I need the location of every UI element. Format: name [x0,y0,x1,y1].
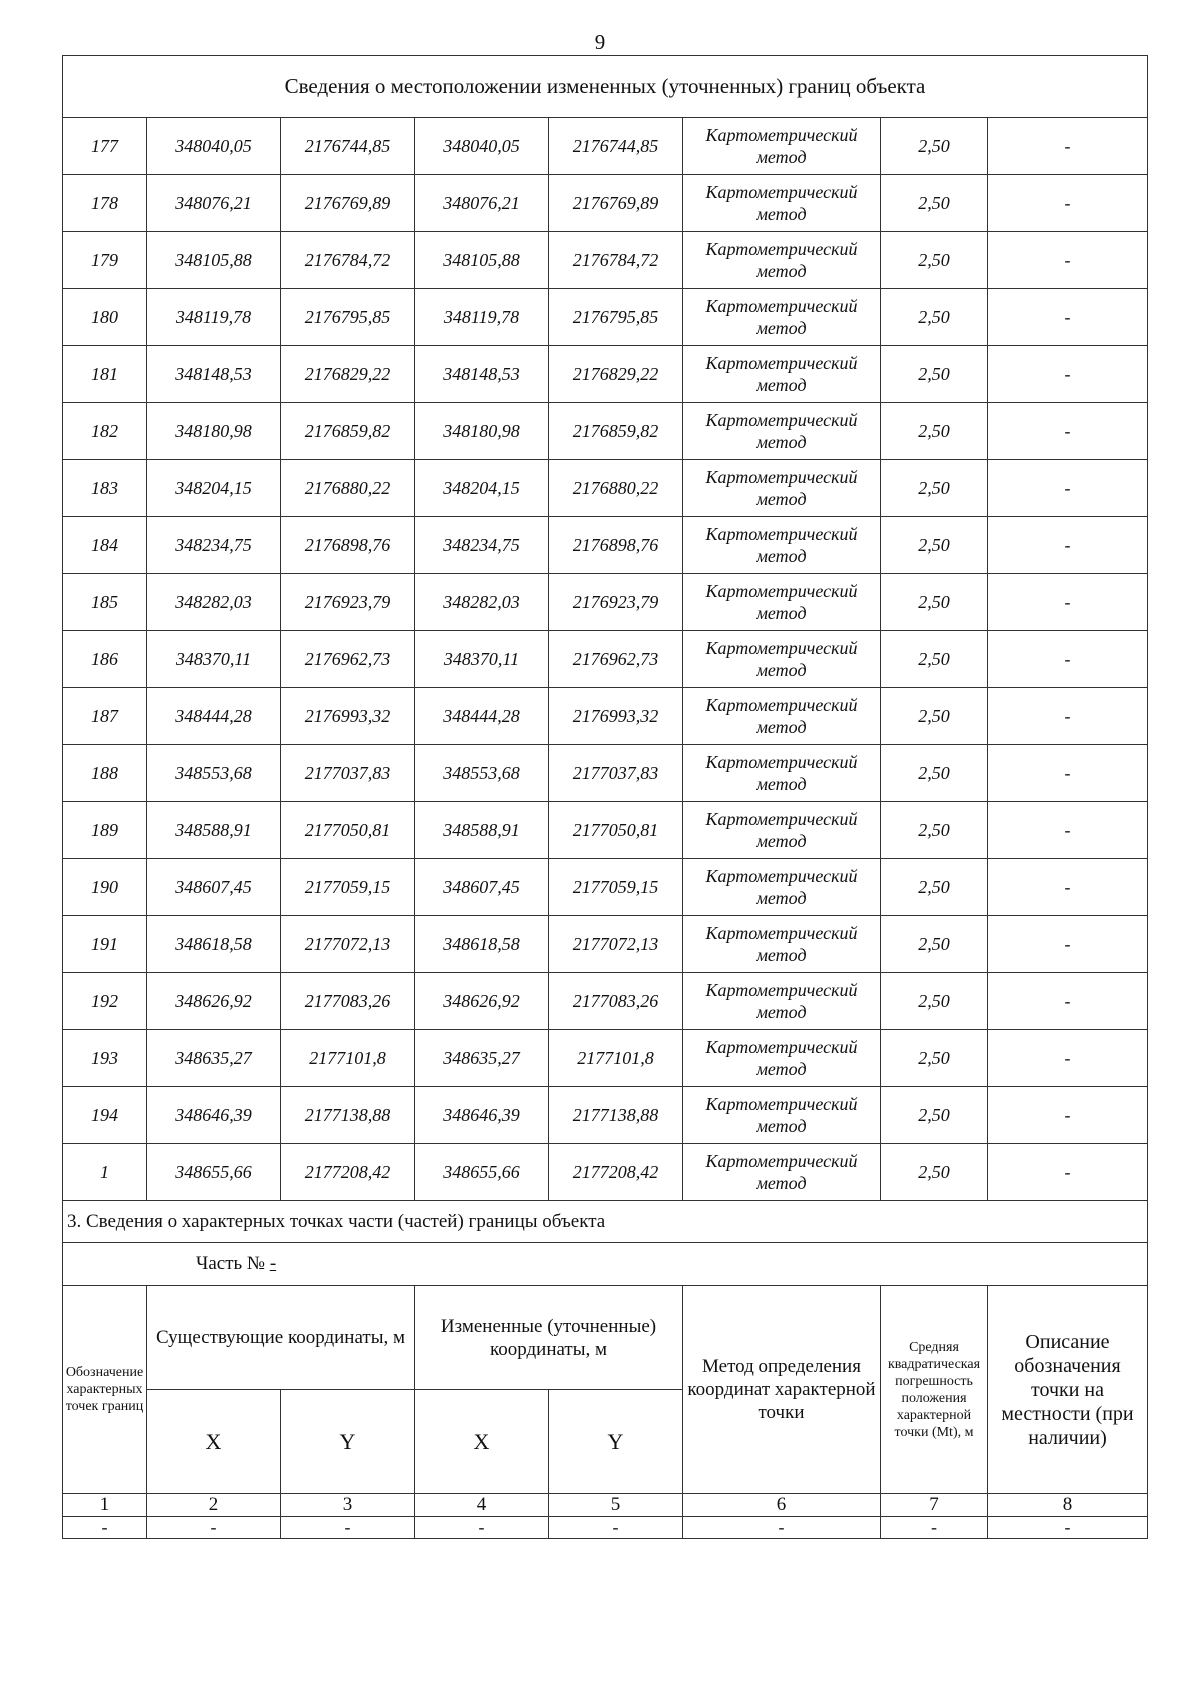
description-cell: - [988,1087,1148,1144]
x-changed-cell: 348282,03 [415,574,549,631]
description-cell: - [988,745,1148,802]
empty-cell: - [415,1517,549,1539]
boundary-table [62,55,1148,1539]
x-changed-cell: 348626,92 [415,973,549,1030]
table-row [63,745,1148,802]
point-number-cell: 183 [63,460,147,517]
y-existing-cell: 2177101,8 [281,1030,415,1087]
y-existing-cell: 2176962,73 [281,631,415,688]
mean-error-cell: 2,50 [881,688,988,745]
point-number-cell: 1 [63,1144,147,1201]
point-number-cell: 178 [63,175,147,232]
table-row [63,460,1148,517]
x-changed-cell: 348148,53 [415,346,549,403]
description-cell: - [988,1144,1148,1201]
header-changed-coords: Измененные (уточненные) координаты, м [415,1286,683,1390]
point-number-cell: 186 [63,631,147,688]
description-cell: - [988,403,1148,460]
header-y-existing: Y [281,1390,415,1494]
empty-cell: - [281,1517,415,1539]
mean-error-cell: 2,50 [881,973,988,1030]
mean-error-cell: 2,50 [881,232,988,289]
x-existing-cell: 348607,45 [147,859,281,916]
description-cell: - [988,346,1148,403]
empty-cell: - [549,1517,683,1539]
y-existing-cell: 2176744,85 [281,118,415,175]
point-number-cell: 189 [63,802,147,859]
y-existing-cell: 2176880,22 [281,460,415,517]
y-changed-cell: 2177138,88 [549,1087,683,1144]
method-cell: Картометрический метод [683,745,881,802]
description-cell: - [988,859,1148,916]
y-existing-cell: 2177208,42 [281,1144,415,1201]
point-number-cell: 193 [63,1030,147,1087]
column-number: 6 [683,1494,881,1517]
y-changed-cell: 2177101,8 [549,1030,683,1087]
description-cell: - [988,232,1148,289]
y-changed-cell: 2177037,83 [549,745,683,802]
x-existing-cell: 348444,28 [147,688,281,745]
method-cell: Картометрический метод [683,688,881,745]
x-existing-cell: 348370,11 [147,631,281,688]
empty-data-row [63,1517,1148,1539]
mean-error-cell: 2,50 [881,460,988,517]
column-number: 3 [281,1494,415,1517]
x-changed-cell: 348553,68 [415,745,549,802]
x-changed-cell: 348655,66 [415,1144,549,1201]
mean-error-cell: 2,50 [881,517,988,574]
y-changed-cell: 2176880,22 [549,460,683,517]
y-changed-cell: 2176795,85 [549,289,683,346]
method-cell: Картометрический метод [683,574,881,631]
description-cell: - [988,460,1148,517]
x-changed-cell: 348119,78 [415,289,549,346]
x-changed-cell: 348444,28 [415,688,549,745]
x-existing-cell: 348618,58 [147,916,281,973]
description-cell: - [988,175,1148,232]
y-changed-cell: 2176769,89 [549,175,683,232]
x-existing-cell: 348646,39 [147,1087,281,1144]
table-row [63,403,1148,460]
mean-error-cell: 2,50 [881,1030,988,1087]
description-cell: - [988,289,1148,346]
column-number: 7 [881,1494,988,1517]
point-number-cell: 191 [63,916,147,973]
y-existing-cell: 2176898,76 [281,517,415,574]
table-row [63,916,1148,973]
description-cell: - [988,973,1148,1030]
empty-cell: - [988,1517,1148,1539]
header-points: Обозначение характерных точек границ [63,1286,147,1494]
x-changed-cell: 348234,75 [415,517,549,574]
description-cell: - [988,118,1148,175]
point-number-cell: 188 [63,745,147,802]
part-line [63,1243,1148,1286]
section-3-title: 3. Сведения о характерных точках части (частей) границы объекта [63,1201,1148,1243]
header-method: Метод определения координат характерной точки [683,1286,881,1494]
empty-cell: - [881,1517,988,1539]
x-existing-cell: 348119,78 [147,289,281,346]
mean-error-cell: 2,50 [881,1087,988,1144]
x-existing-cell: 348105,88 [147,232,281,289]
y-existing-cell: 2177050,81 [281,802,415,859]
empty-cell: - [147,1517,281,1539]
part-number: - [269,1253,277,1274]
method-cell: Картометрический метод [683,403,881,460]
x-changed-cell: 348618,58 [415,916,549,973]
x-existing-cell: 348234,75 [147,517,281,574]
method-cell: Картометрический метод [683,973,881,1030]
table-row [63,118,1148,175]
y-existing-cell: 2176859,82 [281,403,415,460]
y-existing-cell: 2177037,83 [281,745,415,802]
table-title: Сведения о местоположении измененных (уточненных) границ объекта [63,56,1148,118]
point-number-cell: 192 [63,973,147,1030]
table-row [63,574,1148,631]
description-cell: - [988,1030,1148,1087]
point-number-cell: 182 [63,403,147,460]
y-changed-cell: 2176898,76 [549,517,683,574]
x-changed-cell: 348180,98 [415,403,549,460]
x-changed-cell: 348607,45 [415,859,549,916]
method-cell: Картометрический метод [683,631,881,688]
mean-error-cell: 2,50 [881,346,988,403]
mean-error-cell: 2,50 [881,745,988,802]
table-row [63,289,1148,346]
point-number-cell: 179 [63,232,147,289]
method-cell: Картометрический метод [683,289,881,346]
table-row [63,973,1148,1030]
point-number-cell: 181 [63,346,147,403]
table-row [63,631,1148,688]
x-changed-cell: 348646,39 [415,1087,549,1144]
method-cell: Картометрический метод [683,916,881,973]
mean-error-cell: 2,50 [881,118,988,175]
column-number: 4 [415,1494,549,1517]
y-changed-cell: 2177050,81 [549,802,683,859]
table-row [63,232,1148,289]
table-row [63,517,1148,574]
empty-cell: - [683,1517,881,1539]
description-cell: - [988,517,1148,574]
method-cell: Картометрический метод [683,1030,881,1087]
mean-error-cell: 2,50 [881,1144,988,1201]
table-row [63,1144,1148,1201]
x-changed-cell: 348105,88 [415,232,549,289]
x-changed-cell: 348204,15 [415,460,549,517]
y-changed-cell: 2176744,85 [549,118,683,175]
method-cell: Картометрический метод [683,802,881,859]
mean-error-cell: 2,50 [881,859,988,916]
point-number-cell: 190 [63,859,147,916]
description-cell: - [988,688,1148,745]
table-row [63,802,1148,859]
y-changed-cell: 2177059,15 [549,859,683,916]
table-row [63,859,1148,916]
description-cell: - [988,631,1148,688]
header-y-changed: Y [549,1390,683,1494]
description-cell: - [988,802,1148,859]
x-existing-cell: 348148,53 [147,346,281,403]
x-existing-cell: 348040,05 [147,118,281,175]
column-number: 5 [549,1494,683,1517]
x-existing-cell: 348180,98 [147,403,281,460]
y-existing-cell: 2176829,22 [281,346,415,403]
y-existing-cell: 2177059,15 [281,859,415,916]
page-number: 9 [594,30,606,54]
x-existing-cell: 348588,91 [147,802,281,859]
x-changed-cell: 348076,21 [415,175,549,232]
y-changed-cell: 2176923,79 [549,574,683,631]
y-existing-cell: 2176784,72 [281,232,415,289]
mean-error-cell: 2,50 [881,289,988,346]
header-x-changed: X [415,1390,549,1494]
mean-error-cell: 2,50 [881,403,988,460]
y-changed-cell: 2176962,73 [549,631,683,688]
y-changed-cell: 2177208,42 [549,1144,683,1201]
part-label: Часть № [196,1253,266,1274]
x-existing-cell: 348282,03 [147,574,281,631]
method-cell: Картометрический метод [683,232,881,289]
x-changed-cell: 348370,11 [415,631,549,688]
method-cell: Картометрический метод [683,175,881,232]
x-existing-cell: 348076,21 [147,175,281,232]
method-cell: Картометрический метод [683,460,881,517]
y-existing-cell: 2177072,13 [281,916,415,973]
mean-error-cell: 2,50 [881,916,988,973]
y-changed-cell: 2177083,26 [549,973,683,1030]
y-existing-cell: 2176795,85 [281,289,415,346]
method-cell: Картометрический метод [683,346,881,403]
header-error: Средняя квадратическая погрешность положения характерной точки (Mt), м [881,1286,988,1494]
y-existing-cell: 2177138,88 [281,1087,415,1144]
table-row [63,1030,1148,1087]
table-row [63,1087,1148,1144]
mean-error-cell: 2,50 [881,631,988,688]
y-changed-cell: 2176859,82 [549,403,683,460]
x-existing-cell: 348635,27 [147,1030,281,1087]
mean-error-cell: 2,50 [881,175,988,232]
header-existing-coords: Существующие координаты, м [147,1286,415,1390]
description-cell: - [988,916,1148,973]
y-existing-cell: 2176993,32 [281,688,415,745]
point-number-cell: 185 [63,574,147,631]
point-number-cell: 184 [63,517,147,574]
method-cell: Картометрический метод [683,859,881,916]
point-number-cell: 187 [63,688,147,745]
header-description: Описание обозначения точки на местности (при наличии) [988,1286,1148,1494]
x-existing-cell: 348204,15 [147,460,281,517]
y-changed-cell: 2176993,32 [549,688,683,745]
header-x-existing: X [147,1390,281,1494]
mean-error-cell: 2,50 [881,574,988,631]
column-number-row [63,1494,1148,1517]
column-number: 1 [63,1494,147,1517]
x-changed-cell: 348635,27 [415,1030,549,1087]
table-row [63,175,1148,232]
method-cell: Картометрический метод [683,1087,881,1144]
table-row [63,688,1148,745]
point-number-cell: 180 [63,289,147,346]
y-changed-cell: 2176784,72 [549,232,683,289]
column-number: 8 [988,1494,1148,1517]
empty-cell: - [63,1517,147,1539]
x-existing-cell: 348626,92 [147,973,281,1030]
table-row [63,346,1148,403]
method-cell: Картометрический метод [683,118,881,175]
y-changed-cell: 2177072,13 [549,916,683,973]
y-changed-cell: 2176829,22 [549,346,683,403]
method-cell: Картометрический метод [683,1144,881,1201]
description-cell: - [988,574,1148,631]
point-number-cell: 194 [63,1087,147,1144]
column-number: 2 [147,1494,281,1517]
mean-error-cell: 2,50 [881,802,988,859]
point-number-cell: 177 [63,118,147,175]
y-existing-cell: 2176769,89 [281,175,415,232]
x-changed-cell: 348040,05 [415,118,549,175]
method-cell: Картометрический метод [683,517,881,574]
x-changed-cell: 348588,91 [415,802,549,859]
y-existing-cell: 2176923,79 [281,574,415,631]
x-existing-cell: 348655,66 [147,1144,281,1201]
y-existing-cell: 2177083,26 [281,973,415,1030]
x-existing-cell: 348553,68 [147,745,281,802]
